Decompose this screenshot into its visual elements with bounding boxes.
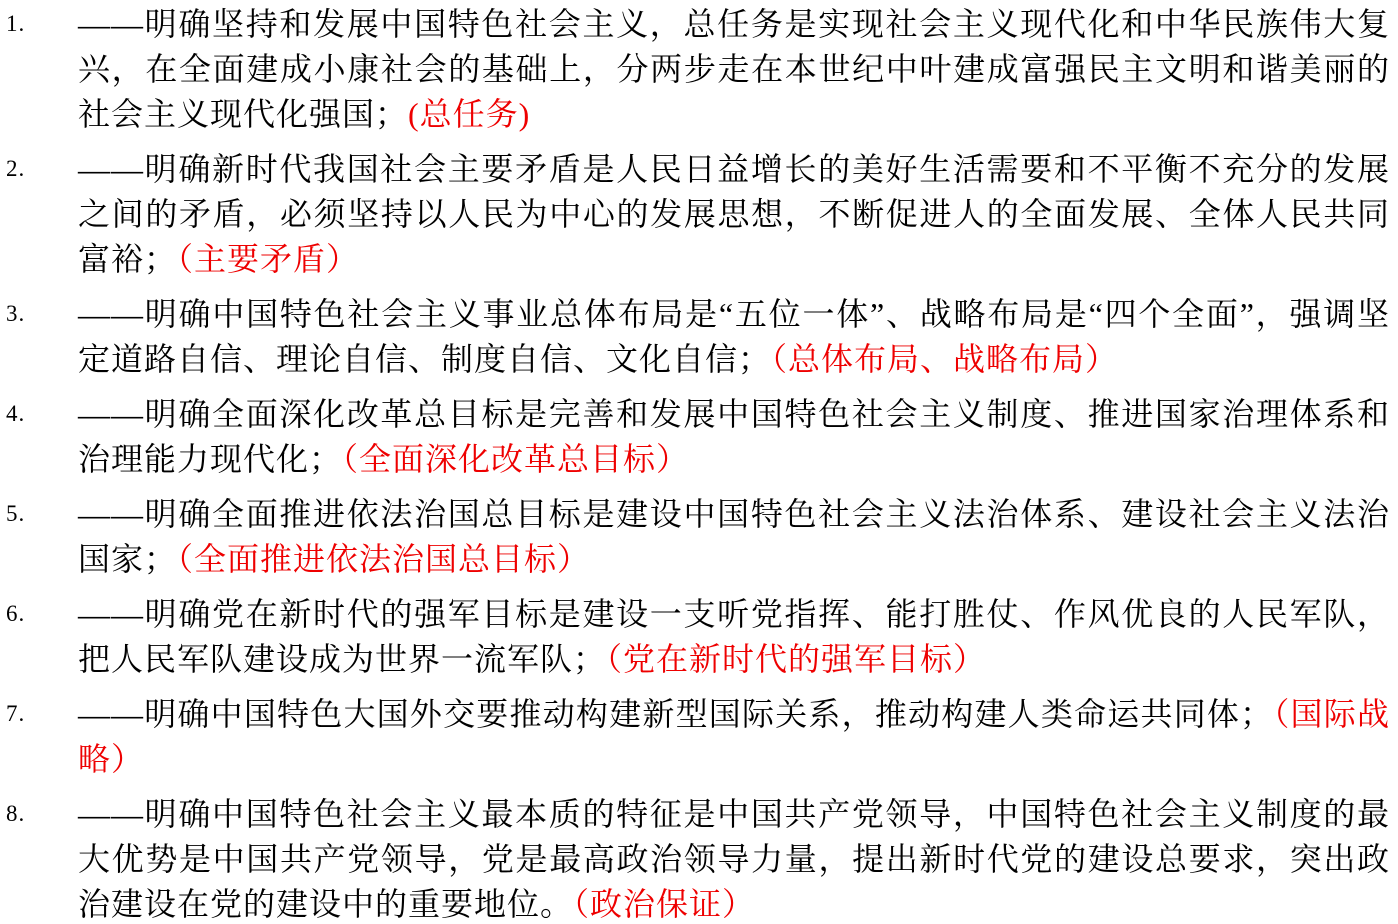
list-item-number: 4. bbox=[6, 401, 26, 426]
item-annotation: （全面深化改革总目标） bbox=[342, 441, 690, 477]
item-annotation: （总体布局、战略布局） bbox=[771, 341, 1119, 377]
list-item-number: 6. bbox=[6, 601, 26, 626]
list-item bbox=[0, 492, 1390, 582]
list-item-number: 5. bbox=[6, 501, 26, 526]
item-main-text: ——明确全面推进依法治国总目标是建设中国特色社会主义法治体系、建设社会主义法治国家； bbox=[78, 496, 1390, 577]
item-main-text: ——明确党在新时代的强军目标是建设一支听党指挥、能打胜仗、作风优良的人民军队，把人民军队建设成为世界一流军队； bbox=[78, 596, 1390, 677]
list-item bbox=[0, 292, 1390, 382]
list-item bbox=[0, 392, 1390, 482]
list-item-body bbox=[78, 592, 1390, 682]
item-main-text: ——明确坚持和发展中国特色社会主义，总任务是实现社会主义现代化和中华民族伟大复兴，在全面建成小康社会的基础上，分两步走在本世纪中叶建成富强民主文明和谐美丽的社会主义现代化强国； bbox=[78, 6, 1390, 132]
item-main-text: ——明确新时代我国社会主要矛盾是人民日益增长的美好生活需要和不平衡不充分的发展之间的矛盾，必须坚持以人民为中心的发展思想，不断促进人的全面发展、全体人民共同富裕； bbox=[78, 151, 1390, 277]
list-item-body bbox=[78, 147, 1390, 282]
item-main-text: ——明确全面深化改革总目标是完善和发展中国特色社会主义制度、推进国家治理体系和治理能力现代化； bbox=[78, 396, 1390, 477]
item-annotation: （全面推进依法治国总目标） bbox=[177, 541, 591, 577]
list-item-number: 7. bbox=[6, 701, 26, 726]
list-item-number: 3. bbox=[6, 301, 26, 326]
list-item-body bbox=[78, 492, 1390, 582]
list-item bbox=[0, 147, 1390, 282]
item-annotation: (总任务) bbox=[408, 96, 531, 132]
item-annotation: （国际战略） bbox=[78, 696, 1390, 777]
list-item bbox=[0, 792, 1390, 924]
item-annotation: （党在新时代的强军目标） bbox=[606, 641, 987, 677]
list-item-body bbox=[78, 2, 1390, 137]
list-item bbox=[0, 692, 1390, 782]
list-item-body bbox=[78, 392, 1390, 482]
item-main-text: ——明确中国特色大国外交要推动构建新型国际关系，推动构建人类命运共同体； bbox=[78, 696, 1274, 732]
item-main-text: ——明确中国特色社会主义最本质的特征是中国共产党领导，中国特色社会主义制度的最大优势是中国共产党领导，党是最高政治领导力量，提出新时代党的建设总要求，突出政治建设在党的建设中的重要地位。 bbox=[78, 796, 1390, 922]
list-item-body bbox=[78, 692, 1390, 782]
list-item-number: 2. bbox=[6, 156, 26, 181]
item-annotation: （政治保证） bbox=[573, 886, 756, 922]
list-item bbox=[0, 592, 1390, 682]
list-item bbox=[0, 2, 1390, 137]
list-item-body bbox=[78, 792, 1390, 924]
list-item-body bbox=[78, 292, 1390, 382]
list-item-number: 1. bbox=[6, 11, 26, 36]
list-item-number: 8. bbox=[6, 801, 26, 826]
item-annotation: （主要矛盾） bbox=[177, 241, 360, 277]
item-main-text: ——明确中国特色社会主义事业总体布局是“五位一体”、战略布局是“四个全面”，强调坚定道路自信、理论自信、制度自信、文化自信； bbox=[78, 296, 1390, 377]
